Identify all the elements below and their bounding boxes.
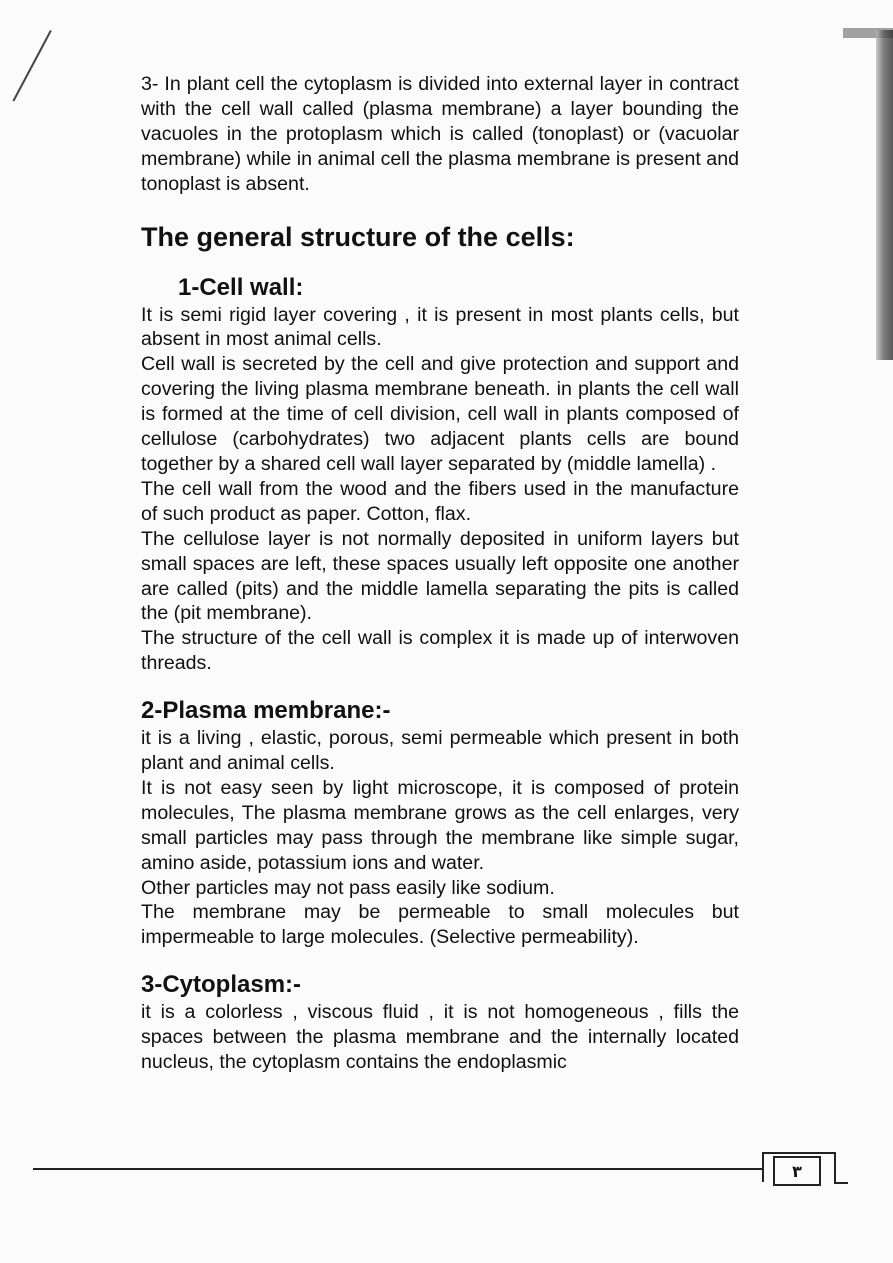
main-heading: The general structure of the cells:	[141, 221, 575, 252]
section-heading-cytoplasm: 3-Cytoplasm:-	[141, 971, 302, 999]
scan-binding-shadow	[876, 30, 893, 360]
section-paragraph: The structure of the cell wall is complex it is made up of interwoven threads.	[141, 627, 739, 675]
section-paragraph: The cell wall from the wood and the fibers used in the manufacture of such product as paper. Cotton, flax.	[141, 477, 739, 525]
page-content	[141, 72, 739, 1075]
section-heading-cell-wall: 1-Cell wall:	[178, 273, 304, 301]
footer-rule	[33, 1168, 763, 1170]
footer-rule-tail	[834, 1182, 848, 1184]
section-paragraph: It is semi rigid layer covering , it is present in most plants cells, but absent in most animal cells.	[141, 303, 739, 351]
scan-edge-mark	[12, 30, 51, 102]
section-paragraph: It is not easy seen by light microscope, it is composed of protein molecules, The plasma membrane grows as the cell enlarges, very small particles may pass through the membrane like simple sugar, amino aside, potassium ions and water.	[141, 776, 739, 874]
section-paragraph: The membrane may be permeable to small molecules but impermeable to large molecules. (Selective permeability).	[141, 901, 739, 949]
section-paragraph: Cell wall is secreted by the cell and give protection and support and covering the living plasma membrane beneath. in plants the cell wall is formed at the time of cell division, cell wall in plants composed of cellulose (carbohydrates) two adjacent plants cells are bound together by a shared cell wall layer separated by (middle lamella) .	[141, 353, 739, 475]
section-paragraph: Other particles may not pass easily like sodium.	[141, 876, 555, 899]
page-number: ٣	[773, 1156, 821, 1186]
section-paragraph: it is a colorless , viscous fluid , it is not homogeneous , fills the spaces between the plasma membrane and the internally located nucleus, the cytoplasm contains the endoplasmic	[141, 1001, 739, 1074]
section-paragraph: it is a living , elastic, porous, semi permeable which present in both plant and animal cells.	[141, 727, 739, 775]
section-heading-plasma-membrane: 2-Plasma membrane:-	[141, 697, 391, 725]
intro-paragraph: 3- In plant cell the cytoplasm is divided into external layer in contract with the cell wall called (plasma membrane) a layer bounding the vacuoles in the protoplasm which is called (tonoplast) or (vacuolar membrane) while in animal cell the plasma membrane is present and tonoplast is absent.	[141, 73, 739, 195]
section-paragraph: The cellulose layer is not normally deposited in uniform layers but small spaces are left, these spaces usually left opposite one another are called (pits) and the middle lamella separating the pits is called the (pit membrane).	[141, 527, 739, 625]
